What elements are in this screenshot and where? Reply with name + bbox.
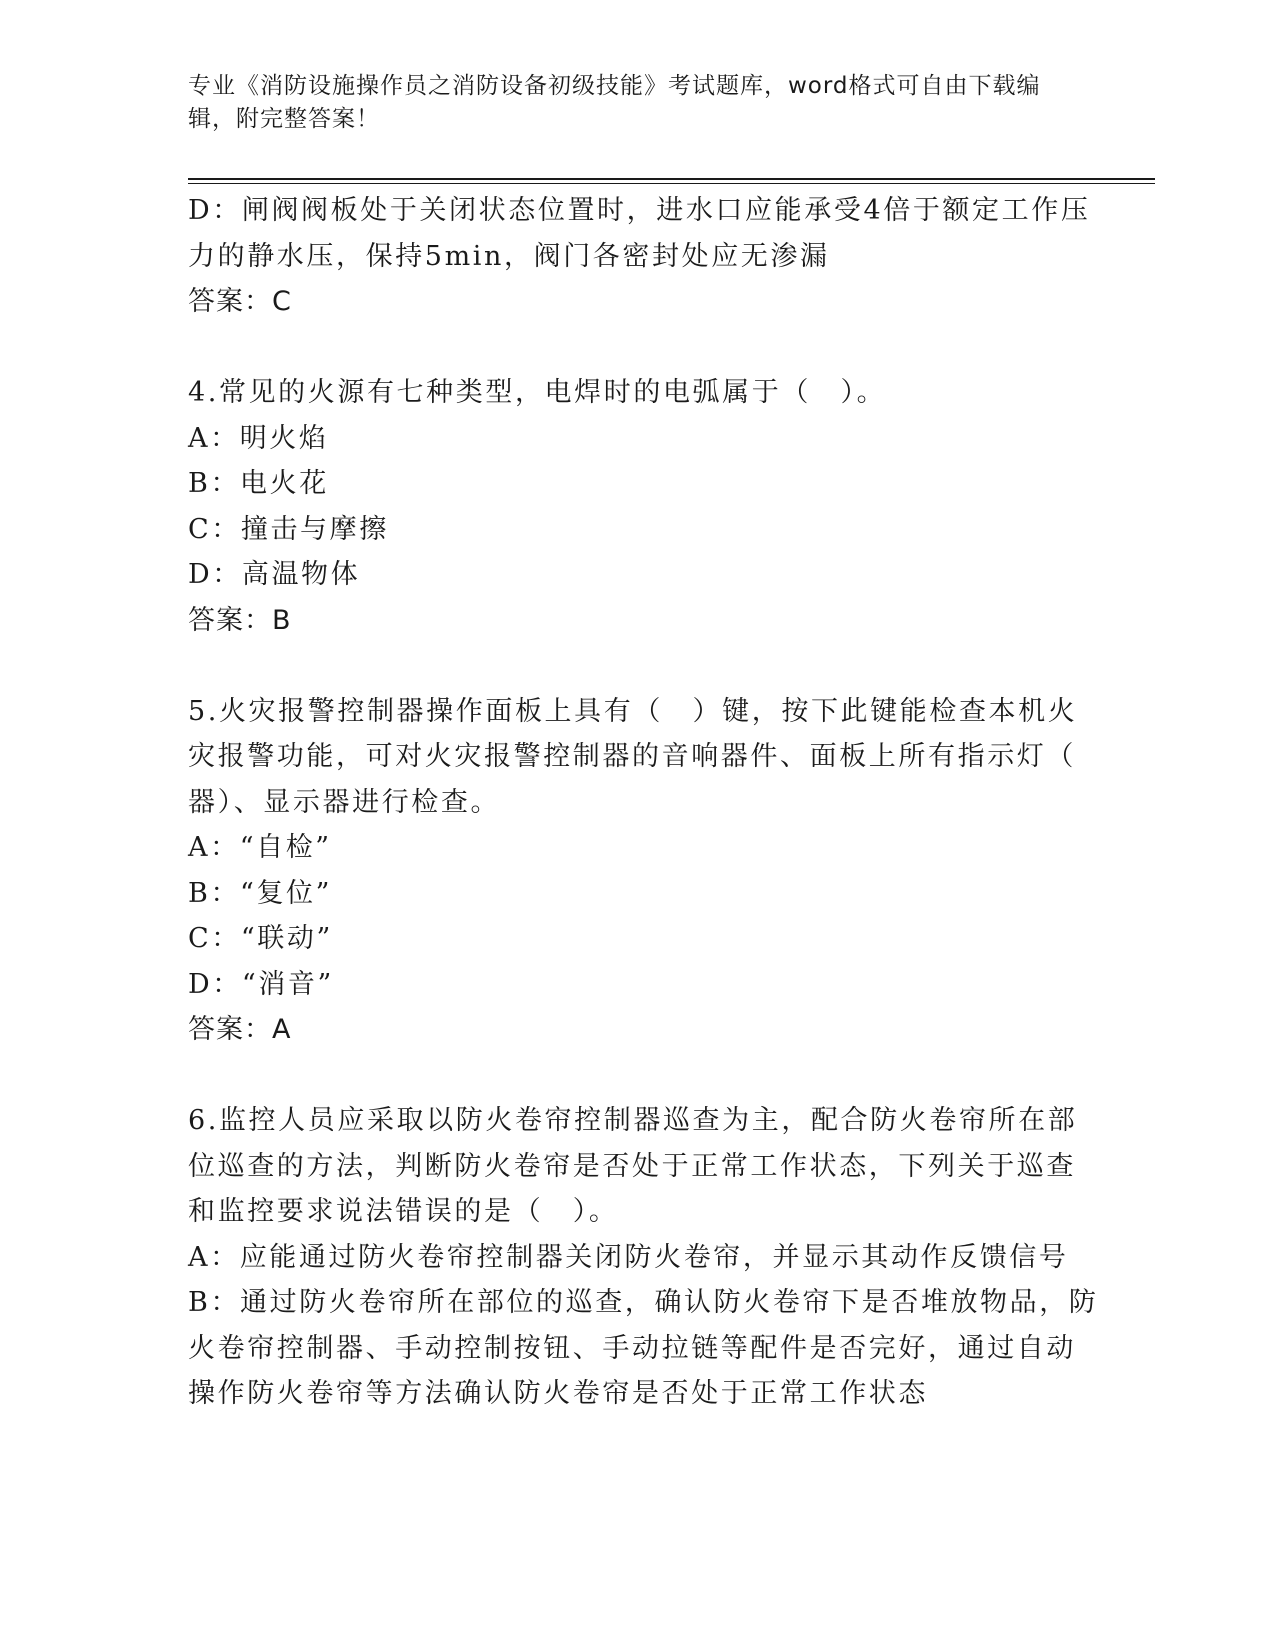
spacer bbox=[188, 325, 1088, 371]
q3-option-d-line-2: 力的静水压，保持5min，阀门各密封处应无渗漏 bbox=[188, 240, 830, 272]
q5-stem-line-2: 灾报警功能，可对火灾报警控制器的音响器件、面板上所有指示灯（ bbox=[188, 741, 1076, 772]
q5-stem-line-3: 器）、显示器进行检查。 bbox=[188, 786, 501, 818]
q4-stem: 4.常见的火源有七种类型，电焊时的电弧属于（ ）。 bbox=[188, 377, 887, 408]
q5-option-a: A：“自检” bbox=[188, 832, 332, 863]
q3-answer: 答案：C bbox=[188, 286, 292, 317]
header-line-1: 专业《消防设施操作员之消防设备初级技能》考试题库，word格式可自由下载编 bbox=[188, 73, 1041, 99]
header-divider-thick bbox=[188, 178, 1155, 180]
header-line-2: 辑，附完整答案！ bbox=[188, 106, 380, 132]
q4-option-d: D：高温物体 bbox=[188, 559, 361, 590]
q5-option-b: B：“复位” bbox=[188, 877, 333, 909]
q4-option-c: C：撞击与摩擦 bbox=[188, 513, 389, 545]
q6-option-b-line-2: 火卷帘控制器、手动控制按钮、手动拉链等配件是否完好，通过自动 bbox=[188, 1332, 1076, 1364]
q6-option-b-line-1: B：通过防火卷帘所在部位的巡查，确认防火卷帘下是否堆放物品，防 bbox=[188, 1287, 1099, 1318]
q6-option-a: A：应能通过防火卷帘控制器关闭防火卷帘，并显示其动作反馈信号 bbox=[188, 1241, 1069, 1273]
question-body bbox=[188, 188, 1099, 1417]
q4-answer: 答案：B bbox=[188, 604, 292, 636]
q5-stem-line-1: 5.火灾报警控制器操作面板上具有（ ）键，按下此键能检查本机火 bbox=[188, 695, 1078, 727]
q6-option-b-line-3: 操作防火卷帘等方法确认防火卷帘是否处于正常工作状态 bbox=[188, 1378, 928, 1409]
spacer bbox=[188, 643, 1088, 689]
document-header bbox=[188, 70, 1068, 136]
q5-answer: 答案：A bbox=[188, 1014, 292, 1045]
q6-stem-line-2: 位巡查的方法，判断防火卷帘是否处于正常工作状态，下列关于巡查 bbox=[188, 1150, 1076, 1182]
q4-option-b: B：电火花 bbox=[188, 468, 329, 499]
q6-stem-line-3: 和监控要求说法错误的是（ ）。 bbox=[188, 1196, 619, 1227]
q3-option-d-line-1: D：闸阀阀板处于关闭状态位置时，进水口应能承受4倍于额定工作压 bbox=[188, 195, 1091, 226]
q4-option-a: A：明火焰 bbox=[188, 422, 329, 454]
q5-option-d: D：“消音” bbox=[188, 968, 334, 1000]
header-divider-thin bbox=[188, 183, 1155, 184]
q6-stem-line-1: 6.监控人员应采取以防火卷帘控制器巡查为主，配合防火卷帘所在部 bbox=[188, 1105, 1078, 1136]
q5-option-c: C：“联动” bbox=[188, 923, 333, 954]
spacer bbox=[188, 1053, 1088, 1099]
